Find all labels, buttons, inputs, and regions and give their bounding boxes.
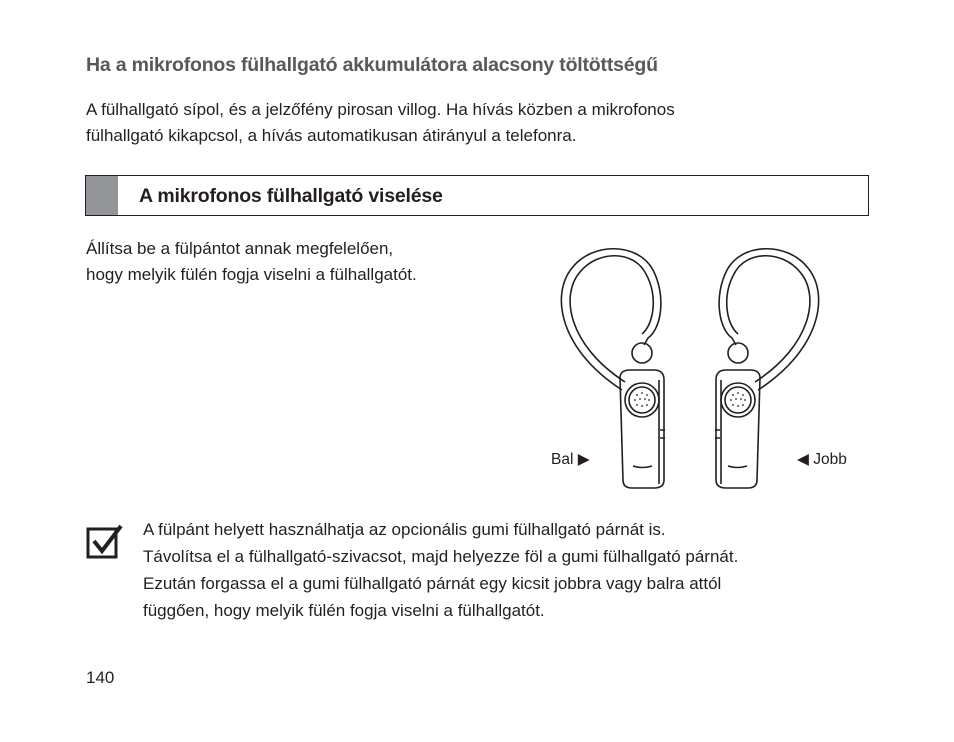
wearing-paragraph <box>86 236 417 288</box>
page-number: 140 <box>86 668 115 687</box>
low-battery-line: fülhallgató kikapcsol, a hívás automatikusan átirányul a telefonra. <box>86 126 577 145</box>
note-line: függően, hogy melyik fülén fogja viselni a fülhallgatót. <box>143 601 545 620</box>
caption-right: ◀ Jobb <box>797 451 847 468</box>
note-check-icon <box>86 524 124 560</box>
wearing-line: hogy melyik fülén fogja viselni a fülhallgatót. <box>86 265 417 284</box>
section-title: A mikrofonos fülhallgató viselése <box>139 185 443 207</box>
caption-left: Bal ▶ <box>551 451 590 468</box>
heading-low-battery: Ha a mikrofonos fülhallgató akkumulátora alacsony töltöttségű <box>86 54 658 76</box>
low-battery-line: A fülhallgató sípol, és a jelzőfény pirosan villog. Ha hívás közben a mikrofonos <box>86 100 675 119</box>
section-marker <box>86 176 118 215</box>
note-line: Ezután forgassa el a gumi fülhallgató párnát egy kicsit jobbra vagy balra attól <box>143 574 722 593</box>
note-paragraph <box>143 516 738 624</box>
wearing-line: Állítsa be a fülpántot annak megfelelően, <box>86 239 394 258</box>
low-battery-paragraph <box>86 97 675 149</box>
section-header <box>85 175 869 216</box>
note-line: Távolítsa el a fülhallgató-szivacsot, majd helyezze föl a gumi fülhallgató párnát. <box>143 547 739 566</box>
note-line: A fülpánt helyett használhatja az opcionális gumi fülhallgató párnát is. <box>143 520 666 539</box>
